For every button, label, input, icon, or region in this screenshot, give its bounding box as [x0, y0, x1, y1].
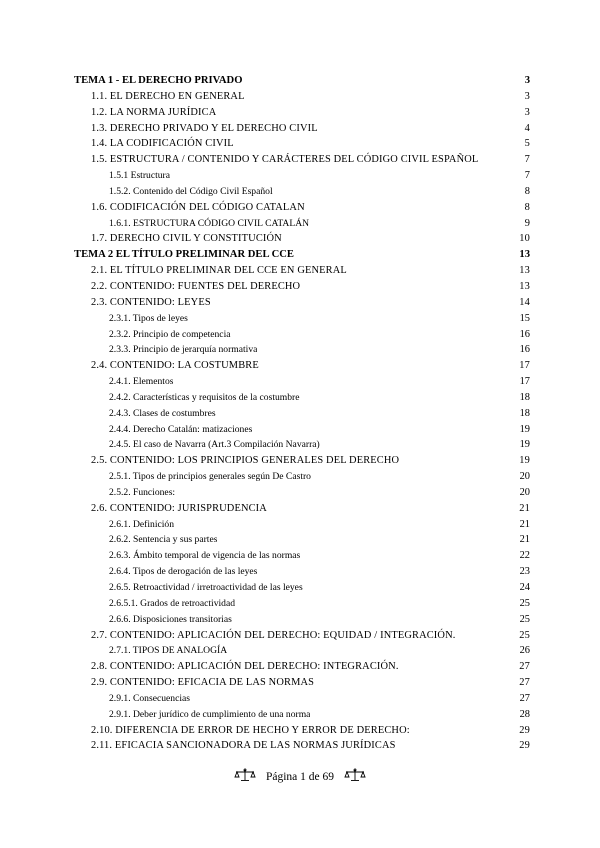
toc-entry-page: 16 — [519, 328, 530, 340]
toc-entry-page: 19 — [519, 423, 530, 435]
toc-entry-page: 19 — [519, 439, 530, 451]
toc-entry-row[interactable] — [74, 105, 530, 121]
toc-entry-page: 3 — [524, 90, 530, 102]
toc-entry-row[interactable] — [74, 643, 530, 659]
toc-entry-page: 15 — [519, 312, 530, 324]
toc-entry-page: 4 — [524, 122, 530, 134]
toc-entry-title: 2.3. CONTENIDO: LEYES — [91, 296, 211, 308]
toc-entry-page: 19 — [519, 455, 530, 467]
toc-entry-row[interactable] — [74, 723, 530, 739]
toc-entry-row[interactable] — [74, 152, 530, 168]
toc-entry-row[interactable] — [74, 358, 530, 374]
toc-entry-row[interactable] — [74, 311, 530, 327]
toc-entry-title: 2.7.1. TIPOS DE ANALOGÍA — [109, 645, 228, 657]
toc-entry-row[interactable] — [74, 121, 530, 137]
toc-entry-row[interactable] — [74, 231, 530, 247]
toc-entry-title: TEMA 2 EL TÍTULO PRELIMINAR DEL CCE — [74, 249, 294, 261]
toc-entry-page: 9 — [524, 217, 530, 229]
toc-entry-page: 21 — [519, 518, 530, 530]
toc-entry-title: 2.4. CONTENIDO: LA COSTUMBRE — [91, 360, 259, 372]
toc-entry-page: 17 — [519, 360, 530, 372]
toc-entry-row[interactable] — [74, 216, 530, 232]
toc-entry-page: 25 — [519, 613, 530, 625]
toc-entry-page: 7 — [524, 170, 530, 182]
toc-entry-row[interactable] — [74, 374, 530, 390]
toc-entry-title: 2.9.1. Consecuencias — [109, 692, 190, 704]
toc-entry-title: 1.2. LA NORMA JURÍDICA — [91, 106, 217, 118]
toc-entry-row[interactable] — [74, 136, 530, 152]
toc-entry-row[interactable] — [74, 437, 530, 453]
toc-entry-page: 27 — [519, 661, 530, 673]
table-of-contents — [74, 73, 530, 754]
toc-entry-title: 2.4.3. Clases de costumbres — [109, 407, 216, 419]
toc-entry-page: 25 — [519, 629, 530, 641]
toc-entry-row[interactable] — [74, 580, 530, 596]
toc-entry-title: 2.2. CONTENIDO: FUENTES DEL DERECHO — [91, 280, 301, 292]
toc-entry-page: 20 — [519, 471, 530, 483]
toc-entry-page: 27 — [519, 677, 530, 689]
toc-entry-title: 2.6.1. Definición — [109, 518, 175, 530]
toc-entry-row[interactable] — [74, 691, 530, 707]
toc-entry-row[interactable] — [74, 738, 530, 754]
toc-entry-row[interactable] — [74, 659, 530, 675]
toc-entry-title: 2.7. CONTENIDO: APLICACIÓN DEL DERECHO: EQUIDAD / INTEGRACIÓN. — [91, 629, 456, 641]
toc-entry-title: 1.1. EL DERECHO EN GENERAL — [91, 90, 245, 102]
toc-entry-title: 2.6. CONTENIDO: JURISPRUDENCIA — [91, 502, 267, 514]
toc-entry-title: 2.5.2. Funciones: — [109, 486, 176, 498]
toc-entry-row[interactable] — [74, 327, 530, 343]
toc-entry-row[interactable] — [74, 628, 530, 644]
toc-entry-title: 2.10. DIFERENCIA DE ERROR DE HECHO Y ERROR DE DERECHO: — [91, 724, 410, 736]
toc-entry-page: 16 — [519, 344, 530, 356]
toc-entry-page: 25 — [519, 597, 530, 609]
toc-entry-page: 10 — [519, 233, 530, 245]
page-footer — [0, 768, 600, 785]
toc-entry-row[interactable] — [74, 485, 530, 501]
toc-entry-row[interactable] — [74, 295, 530, 311]
toc-entry-row[interactable] — [74, 564, 530, 580]
toc-entry-page: 8 — [524, 201, 530, 213]
toc-entry-row[interactable] — [74, 612, 530, 628]
toc-entry-title: 2.9. CONTENIDO: EFICACIA DE LAS NORMAS — [91, 677, 315, 689]
toc-entry-row[interactable] — [74, 453, 530, 469]
scales-of-justice-icon — [343, 768, 367, 785]
toc-entry-title: 2.6.2. Sentencia y sus partes — [109, 534, 218, 546]
toc-entry-title: 2.4.4. Derecho Catalán: matizaciones — [109, 423, 253, 435]
toc-entry-page: 21 — [519, 502, 530, 514]
toc-entry-title: 2.6.6. Disposiciones transitorias — [109, 613, 232, 625]
toc-entry-title: 2.3.3. Principio de jerarquía normativa — [109, 344, 258, 356]
toc-entry-page: 14 — [519, 296, 530, 308]
toc-chapter-row[interactable] — [74, 73, 530, 89]
toc-entry-page: 7 — [524, 154, 530, 166]
toc-chapter-row[interactable] — [74, 247, 530, 263]
toc-entry-row[interactable] — [74, 469, 530, 485]
toc-entry-page: 13 — [519, 265, 530, 277]
toc-entry-title: 2.1. EL TÍTULO PRELIMINAR DEL CCE EN GENERAL — [91, 265, 347, 277]
toc-entry-title: 2.6.5.1. Grados de retroactividad — [109, 597, 236, 609]
toc-entry-title: 2.5.1. Tipos de principios generales según De Castro — [109, 471, 311, 483]
toc-entry-page: 23 — [519, 566, 530, 578]
toc-entry-page: 3 — [524, 106, 530, 118]
toc-entry-title: 1.5.2. Contenido del Código Civil Español — [109, 185, 273, 197]
toc-entry-row[interactable] — [74, 168, 530, 184]
toc-entry-row[interactable] — [74, 263, 530, 279]
toc-entry-title: 1.3. DERECHO PRIVADO Y EL DERECHO CIVIL — [91, 122, 318, 134]
toc-entry-title: 2.4.5. El caso de Navarra (Art.3 Compilación Navarra) — [109, 439, 320, 451]
toc-entry-title: 2.3.2. Principio de competencia — [109, 328, 231, 340]
toc-entry-page: 27 — [519, 692, 530, 704]
scales-of-justice-icon — [233, 768, 257, 785]
toc-entry-page: 28 — [519, 708, 530, 720]
toc-entry-page: 21 — [519, 534, 530, 546]
toc-entry-title: 2.6.4. Tipos de derogación de las leyes — [109, 566, 258, 578]
toc-entry-row[interactable] — [74, 548, 530, 564]
toc-entry-row[interactable] — [74, 532, 530, 548]
toc-entry-page: 29 — [519, 724, 530, 736]
toc-entry-page: 8 — [524, 185, 530, 197]
toc-entry-row[interactable] — [74, 596, 530, 612]
toc-entry-title: 2.5. CONTENIDO: LOS PRINCIPIOS GENERALES DEL DERECHO — [91, 455, 400, 467]
toc-entry-title: 2.9.1. Deber jurídico de cumplimiento de una norma — [109, 708, 311, 720]
toc-entry-title: 2.6.3. Ámbito temporal de vigencia de las normas — [109, 550, 301, 562]
toc-entry-row[interactable] — [74, 406, 530, 422]
toc-entry-row[interactable] — [74, 89, 530, 105]
toc-entry-row[interactable] — [74, 279, 530, 295]
toc-entry-page: 22 — [519, 550, 530, 562]
toc-entry-title: 2.11. EFICACIA SANCIONADORA DE LAS NORMAS JURÍDICAS — [91, 740, 396, 752]
toc-entry-row[interactable] — [74, 342, 530, 358]
toc-entry-page: 13 — [519, 280, 530, 292]
toc-entry-title: 1.5.1 Estructura — [109, 170, 171, 182]
toc-entry-title: 1.7. DERECHO CIVIL Y CONSTITUCIÓN — [91, 233, 282, 245]
toc-entry-page: 29 — [519, 740, 530, 752]
toc-entry-title: 1.6.1. ESTRUCTURA CÓDIGO CIVIL CATALÁN — [109, 217, 310, 229]
toc-entry-row[interactable] — [74, 422, 530, 438]
toc-entry-title: 2.4.1. Elementos — [109, 376, 174, 388]
toc-entry-page: 24 — [519, 582, 530, 593]
toc-entry-row[interactable] — [74, 200, 530, 216]
toc-entry-title: 1.5. ESTRUCTURA / CONTENIDO Y CARÁCTERES DEL CÓDIGO CIVIL ESPAÑOL — [91, 154, 479, 166]
toc-entry-title: 2.6.5. Retroactividad / irretroactividad de las leyes — [109, 582, 303, 593]
toc-entry-title: 2.3.1. Tipos de leyes — [109, 312, 188, 324]
toc-entry-page: 13 — [519, 249, 530, 261]
page-number-label: Página 1 de 69 — [265, 770, 335, 783]
toc-entry-page: 18 — [519, 407, 530, 419]
toc-entry-page: 20 — [519, 486, 530, 498]
toc-entry-title: TEMA 1 - EL DERECHO PRIVADO — [74, 75, 243, 86]
toc-entry-page: 18 — [519, 391, 530, 403]
toc-entry-title: 2.4.2. Características y requisitos de la costumbre — [109, 391, 300, 403]
toc-entry-page: 3 — [524, 75, 530, 86]
toc-entry-page: 5 — [524, 138, 530, 150]
toc-entry-row[interactable] — [74, 707, 530, 723]
toc-entry-row[interactable] — [74, 390, 530, 406]
toc-entry-page: 17 — [519, 376, 530, 388]
toc-entry-page: 26 — [519, 645, 530, 657]
toc-entry-title: 1.4. LA CODIFICACIÓN CIVIL — [91, 138, 234, 150]
toc-entry-row[interactable] — [74, 501, 530, 517]
toc-entry-title: 2.8. CONTENIDO: APLICACIÓN DEL DERECHO: INTEGRACIÓN. — [91, 661, 399, 673]
toc-entry-row[interactable] — [74, 517, 530, 533]
toc-entry-row[interactable] — [74, 675, 530, 691]
toc-entry-title: 1.6. CODIFICACIÓN DEL CÓDIGO CATALAN — [91, 201, 305, 213]
toc-entry-row[interactable] — [74, 184, 530, 200]
